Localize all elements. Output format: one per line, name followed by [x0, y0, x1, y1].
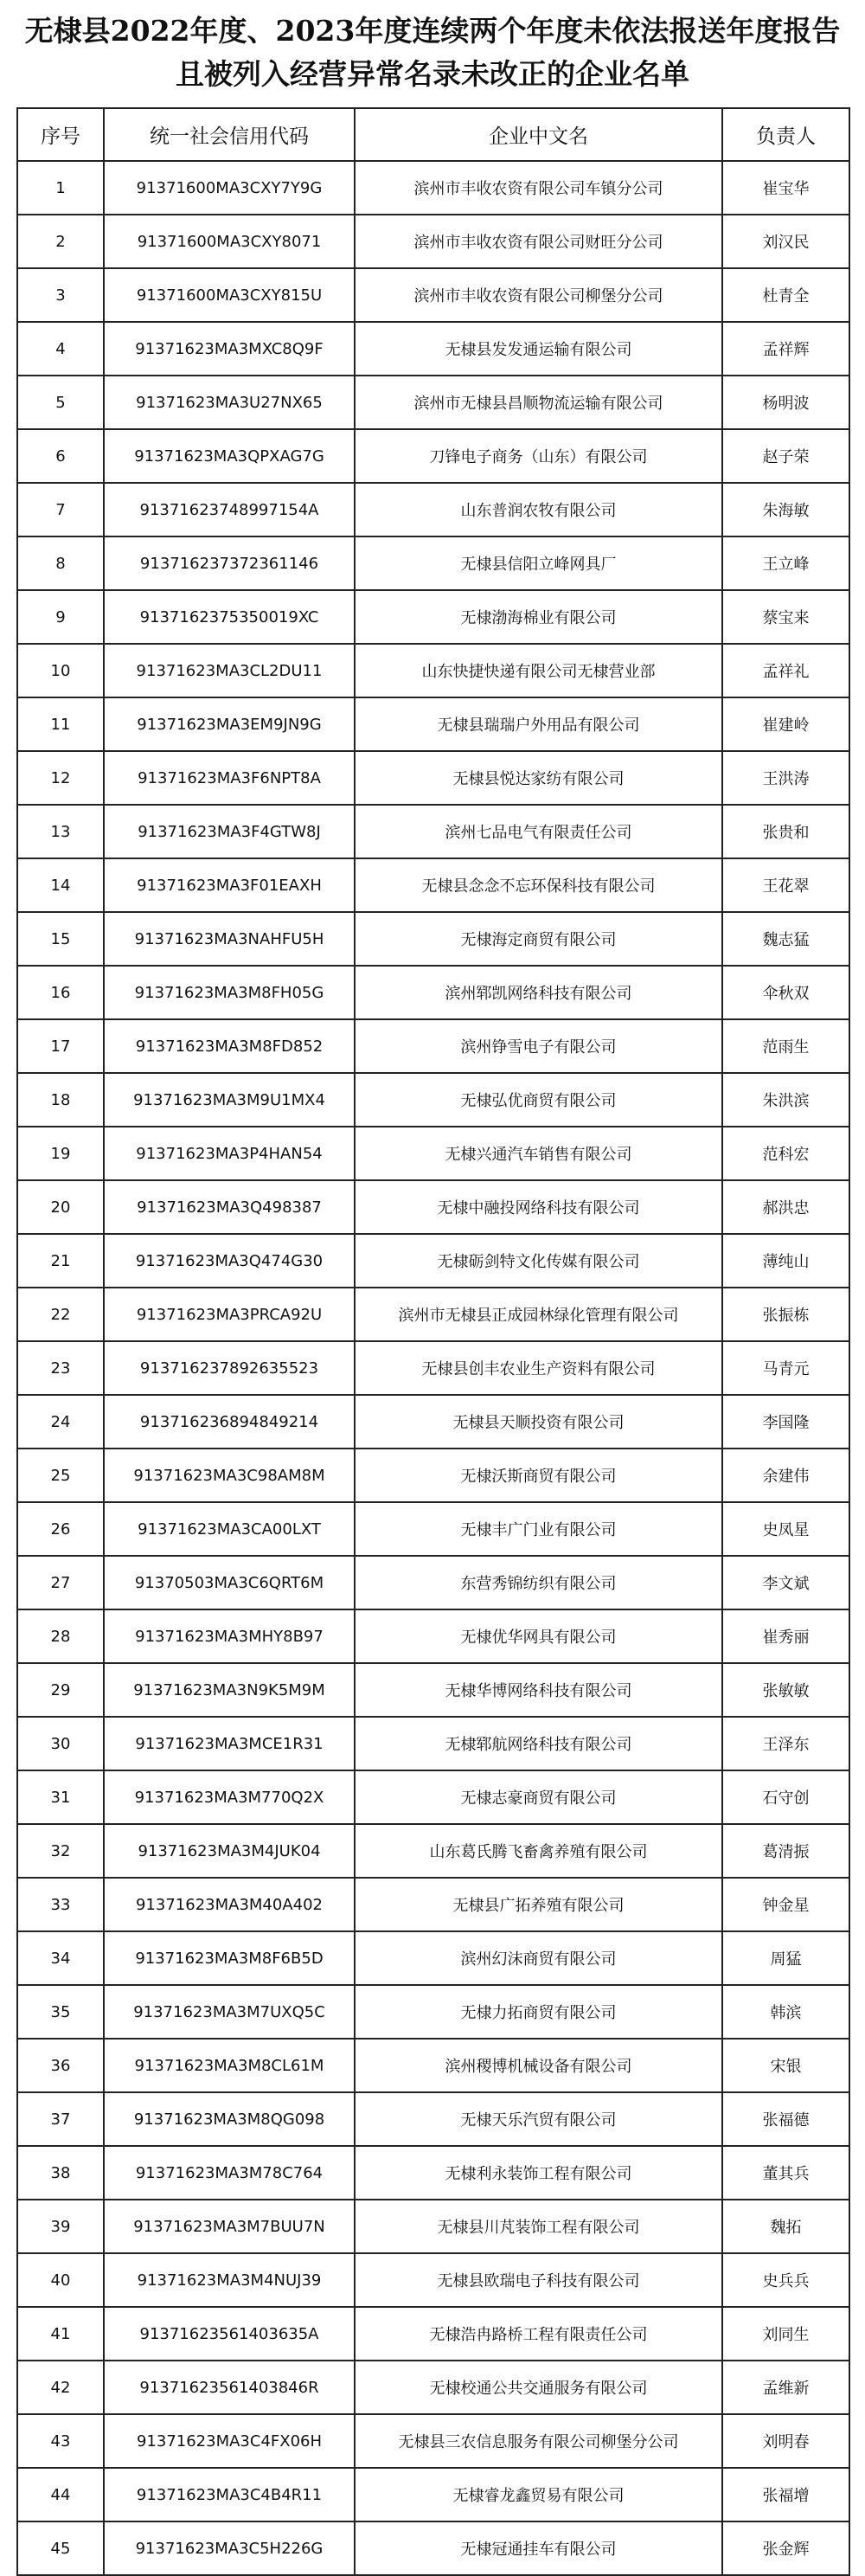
- table-row: [17, 376, 849, 429]
- serial-number-cell: 1: [17, 161, 104, 215]
- credit-code-cell: 91371623MA3M8FD852: [104, 1019, 355, 1073]
- person-in-charge-cell: 葛清振: [722, 1824, 849, 1878]
- credit-code-cell: 91371623MA3M8CL61M: [104, 2039, 355, 2092]
- serial-number-cell: 42: [17, 2361, 104, 2414]
- serial-number-cell: 16: [17, 966, 104, 1019]
- serial-number-cell: 6: [17, 429, 104, 483]
- credit-code-cell: 91371623MA3P4HAN54: [104, 1127, 355, 1180]
- company-name-cell: 滨州市无棣县昌顺物流运输有限公司: [355, 376, 722, 429]
- serial-number-cell: 41: [17, 2307, 104, 2361]
- serial-number-cell: 19: [17, 1127, 104, 1180]
- credit-code-cell: 91371623MA3M8QG098: [104, 2092, 355, 2146]
- table-header: [17, 108, 849, 161]
- company-name-cell: 无棣县三农信息服务有限公司柳堡分公司: [355, 2414, 722, 2468]
- table-row: [17, 2253, 849, 2307]
- serial-number-cell: 18: [17, 1073, 104, 1127]
- credit-code-cell: 913716237372361146: [104, 536, 355, 590]
- serial-number-cell: 36: [17, 2039, 104, 2092]
- serial-number-cell: 32: [17, 1824, 104, 1878]
- header-credit-code: 统一社会信用代码: [104, 108, 355, 161]
- credit-code-cell: 91371623MA3C5H226G: [104, 2521, 355, 2575]
- credit-code-cell: 91371623MA3M7BUU7N: [104, 2200, 355, 2253]
- company-name-cell: 无棣郓航网络科技有限公司: [355, 1717, 722, 1770]
- person-in-charge-cell: 余建伟: [722, 1449, 849, 1502]
- table-row: [17, 215, 849, 268]
- table-row: [17, 2468, 849, 2521]
- company-name-cell: 无棣校通公共交通服务有限公司: [355, 2361, 722, 2414]
- credit-code-cell: 91371623MA3C4FX06H: [104, 2414, 355, 2468]
- serial-number-cell: 7: [17, 483, 104, 536]
- company-name-cell: 无棣砺剑特文化传媒有限公司: [355, 1234, 722, 1288]
- table-row: [17, 1663, 849, 1717]
- person-in-charge-cell: 张振栋: [722, 1288, 849, 1341]
- table-row: [17, 644, 849, 697]
- person-in-charge-cell: 石守创: [722, 1770, 849, 1824]
- table-row: [17, 1449, 849, 1502]
- serial-number-cell: 21: [17, 1234, 104, 1288]
- table-row: [17, 1341, 849, 1395]
- company-name-cell: 山东快捷快递有限公司无棣营业部: [355, 644, 722, 697]
- person-in-charge-cell: 朱海敏: [722, 483, 849, 536]
- company-name-cell: 无棣县天顺投资有限公司: [355, 1395, 722, 1449]
- credit-code-cell: 91371623MA3CA00LXT: [104, 1502, 355, 1556]
- person-in-charge-cell: 钟金星: [722, 1878, 849, 1931]
- person-in-charge-cell: 周猛: [722, 1931, 849, 1985]
- table-row: [17, 1073, 849, 1127]
- credit-code-cell: 91371623561403846R: [104, 2361, 355, 2414]
- credit-code-cell: 91371623MA3N9K5M9M: [104, 1663, 355, 1717]
- table-row: [17, 161, 849, 215]
- person-in-charge-cell: 王泽东: [722, 1717, 849, 1770]
- company-name-cell: 无棣华博网络科技有限公司: [355, 1663, 722, 1717]
- credit-code-cell: 9137162375350019XC: [104, 590, 355, 644]
- person-in-charge-cell: 魏志猛: [722, 912, 849, 966]
- person-in-charge-cell: 张敏敏: [722, 1663, 849, 1717]
- table-row: [17, 1127, 849, 1180]
- table-row: [17, 322, 849, 376]
- serial-number-cell: 37: [17, 2092, 104, 2146]
- credit-code-cell: 91371623MA3C98AM8M: [104, 1449, 355, 1502]
- table-row: [17, 483, 849, 536]
- serial-number-cell: 23: [17, 1341, 104, 1395]
- serial-number-cell: 2: [17, 215, 104, 268]
- credit-code-cell: 91371623MA3CL2DU11: [104, 644, 355, 697]
- person-in-charge-cell: 韩滨: [722, 1985, 849, 2039]
- table-row: [17, 858, 849, 912]
- credit-code-cell: 91371623MA3NAHFU5H: [104, 912, 355, 966]
- credit-code-cell: 91371623MA3M4JUK04: [104, 1824, 355, 1878]
- company-name-cell: 滨州市无棣县正成园林绿化管理有限公司: [355, 1288, 722, 1341]
- credit-code-cell: 91371623MA3MCE1R31: [104, 1717, 355, 1770]
- company-name-cell: 无棣沃斯商贸有限公司: [355, 1449, 722, 1502]
- serial-number-cell: 8: [17, 536, 104, 590]
- company-name-cell: 滨州铮雪电子有限公司: [355, 1019, 722, 1073]
- person-in-charge-cell: 刘明春: [722, 2414, 849, 2468]
- table-row: [17, 2361, 849, 2414]
- serial-number-cell: 34: [17, 1931, 104, 1985]
- serial-number-cell: 35: [17, 1985, 104, 2039]
- company-name-cell: 无棣丰广门业有限公司: [355, 1502, 722, 1556]
- company-name-cell: 滨州幻沫商贸有限公司: [355, 1931, 722, 1985]
- document-title-text: 无棣县2022年度、2023年度连续两个年度未依法报送年度报告且被列入经营异常名录未改正的企业名单: [24, 14, 841, 91]
- company-name-cell: 无棣县创丰农业生产资料有限公司: [355, 1341, 722, 1395]
- person-in-charge-cell: 李国隆: [722, 1395, 849, 1449]
- person-in-charge-cell: 张福德: [722, 2092, 849, 2146]
- person-in-charge-cell: 魏拓: [722, 2200, 849, 2253]
- credit-code-cell: 91371623MA3U27NX65: [104, 376, 355, 429]
- credit-code-cell: 913716236894849214: [104, 1395, 355, 1449]
- table-row: [17, 1878, 849, 1931]
- company-name-cell: 刀锋电子商务（山东）有限公司: [355, 429, 722, 483]
- table-row: [17, 1502, 849, 1556]
- person-in-charge-cell: 王立峰: [722, 536, 849, 590]
- company-name-cell: 无棣县川芃装饰工程有限公司: [355, 2200, 722, 2253]
- company-name-cell: 无棣县悦达家纺有限公司: [355, 751, 722, 805]
- serial-number-cell: 28: [17, 1609, 104, 1663]
- person-in-charge-cell: 范科宏: [722, 1127, 849, 1180]
- company-name-cell: 滨州市丰收农资有限公司财旺分公司: [355, 215, 722, 268]
- person-in-charge-cell: 张贵和: [722, 805, 849, 858]
- company-name-cell: 无棣兴通汽车销售有限公司: [355, 1127, 722, 1180]
- company-name-cell: 滨州市丰收农资有限公司车镇分公司: [355, 161, 722, 215]
- serial-number-cell: 27: [17, 1556, 104, 1609]
- person-in-charge-cell: 赵子荣: [722, 429, 849, 483]
- company-name-cell: 无棣优华网具有限公司: [355, 1609, 722, 1663]
- serial-number-cell: 26: [17, 1502, 104, 1556]
- company-name-cell: 滨州七品电气有限责任公司: [355, 805, 722, 858]
- credit-code-cell: 91371623MA3M40A402: [104, 1878, 355, 1931]
- credit-code-cell: 91371623561403635A: [104, 2307, 355, 2361]
- serial-number-cell: 22: [17, 1288, 104, 1341]
- company-name-cell: 无棣力拓商贸有限公司: [355, 1985, 722, 2039]
- company-name-cell: 无棣睿龙鑫贸易有限公司: [355, 2468, 722, 2521]
- credit-code-cell: 91371623MA3M9U1MX4: [104, 1073, 355, 1127]
- company-name-cell: 无棣县发发通运输有限公司: [355, 322, 722, 376]
- serial-number-cell: 24: [17, 1395, 104, 1449]
- document-title: [0, 0, 865, 106]
- credit-code-cell: 91371623MA3F4GTW8J: [104, 805, 355, 858]
- company-name-cell: 滨州市丰收农资有限公司柳堡分公司: [355, 268, 722, 322]
- table-row: [17, 805, 849, 858]
- credit-code-cell: 91371623MA3M8F6B5D: [104, 1931, 355, 1985]
- person-in-charge-cell: 范雨生: [722, 1019, 849, 1073]
- serial-number-cell: 38: [17, 2146, 104, 2200]
- company-name-cell: 滨州郓凯网络科技有限公司: [355, 966, 722, 1019]
- credit-code-cell: 91371623MA3M8FH05G: [104, 966, 355, 1019]
- person-in-charge-cell: 李文斌: [722, 1556, 849, 1609]
- person-in-charge-cell: 薄纯山: [722, 1234, 849, 1288]
- table-row: [17, 751, 849, 805]
- credit-code-cell: 91371623MA3M770Q2X: [104, 1770, 355, 1824]
- company-name-cell: 无棣利永装饰工程有限公司: [355, 2146, 722, 2200]
- person-in-charge-cell: 蔡宝来: [722, 590, 849, 644]
- credit-code-cell: 913716237892635523: [104, 1341, 355, 1395]
- table-row: [17, 268, 849, 322]
- serial-number-cell: 3: [17, 268, 104, 322]
- company-name-cell: 山东葛氏腾飞畜禽养殖有限公司: [355, 1824, 722, 1878]
- serial-number-cell: 39: [17, 2200, 104, 2253]
- credit-code-cell: 91371623748997154A: [104, 483, 355, 536]
- table-row: [17, 2307, 849, 2361]
- serial-number-cell: 29: [17, 1663, 104, 1717]
- person-in-charge-cell: 崔秀丽: [722, 1609, 849, 1663]
- table-body: [17, 161, 849, 2575]
- credit-code-cell: 91371623MA3Q474G30: [104, 1234, 355, 1288]
- credit-code-cell: 91370503MA3C6QRT6M: [104, 1556, 355, 1609]
- serial-number-cell: 5: [17, 376, 104, 429]
- person-in-charge-cell: 刘同生: [722, 2307, 849, 2361]
- serial-number-cell: 13: [17, 805, 104, 858]
- company-name-cell: 东营秀锦纺织有限公司: [355, 1556, 722, 1609]
- table-row: [17, 1770, 849, 1824]
- person-in-charge-cell: 杨明波: [722, 376, 849, 429]
- credit-code-cell: 91371623MA3M4NUJ39: [104, 2253, 355, 2307]
- table-row: [17, 536, 849, 590]
- credit-code-cell: 91371623MA3EM9JN9G: [104, 697, 355, 751]
- person-in-charge-cell: 宋银: [722, 2039, 849, 2092]
- table-row: [17, 1717, 849, 1770]
- enterprise-table: [16, 107, 850, 2576]
- table-row: [17, 1234, 849, 1288]
- table-row: [17, 1609, 849, 1663]
- company-name-cell: 滨州稷博机械设备有限公司: [355, 2039, 722, 2092]
- table-row: [17, 2146, 849, 2200]
- credit-code-cell: 91371623MA3QPXAG7G: [104, 429, 355, 483]
- table-row: [17, 590, 849, 644]
- serial-number-cell: 10: [17, 644, 104, 697]
- table-header-row: [17, 108, 849, 161]
- table-row: [17, 912, 849, 966]
- person-in-charge-cell: 董其兵: [722, 2146, 849, 2200]
- person-in-charge-cell: 郝洪忠: [722, 1180, 849, 1234]
- serial-number-cell: 11: [17, 697, 104, 751]
- header-company-name: 企业中文名: [355, 108, 722, 161]
- serial-number-cell: 4: [17, 322, 104, 376]
- serial-number-cell: 31: [17, 1770, 104, 1824]
- table-row: [17, 1931, 849, 1985]
- serial-number-cell: 12: [17, 751, 104, 805]
- person-in-charge-cell: 张福增: [722, 2468, 849, 2521]
- company-name-cell: 无棣渤海棉业有限公司: [355, 590, 722, 644]
- credit-code-cell: 91371623MA3F01EAXH: [104, 858, 355, 912]
- table-row: [17, 429, 849, 483]
- serial-number-cell: 15: [17, 912, 104, 966]
- company-name-cell: 无棣县欧瑞电子科技有限公司: [355, 2253, 722, 2307]
- company-name-cell: 无棣弘优商贸有限公司: [355, 1073, 722, 1127]
- credit-code-cell: 91371623MA3PRCA92U: [104, 1288, 355, 1341]
- table-row: [17, 2039, 849, 2092]
- person-in-charge-cell: 史兵兵: [722, 2253, 849, 2307]
- serial-number-cell: 25: [17, 1449, 104, 1502]
- person-in-charge-cell: 孟维新: [722, 2361, 849, 2414]
- person-in-charge-cell: 崔宝华: [722, 161, 849, 215]
- credit-code-cell: 91371623MA3M78C764: [104, 2146, 355, 2200]
- serial-number-cell: 17: [17, 1019, 104, 1073]
- credit-code-cell: 91371600MA3CXY815U: [104, 268, 355, 322]
- serial-number-cell: 20: [17, 1180, 104, 1234]
- person-in-charge-cell: 孟祥礼: [722, 644, 849, 697]
- credit-code-cell: 91371623MA3MXC8Q9F: [104, 322, 355, 376]
- table-row: [17, 966, 849, 1019]
- person-in-charge-cell: 张金辉: [722, 2521, 849, 2575]
- table-row: [17, 1019, 849, 1073]
- company-name-cell: 无棣县瑞瑞户外用品有限公司: [355, 697, 722, 751]
- person-in-charge-cell: 伞秋双: [722, 966, 849, 1019]
- serial-number-cell: 30: [17, 1717, 104, 1770]
- company-name-cell: 无棣冠通挂车有限公司: [355, 2521, 722, 2575]
- credit-code-cell: 91371600MA3CXY8071: [104, 215, 355, 268]
- table-row: [17, 2414, 849, 2468]
- person-in-charge-cell: 刘汉民: [722, 215, 849, 268]
- serial-number-cell: 44: [17, 2468, 104, 2521]
- table-row: [17, 697, 849, 751]
- credit-code-cell: 91371623MA3C4B4R11: [104, 2468, 355, 2521]
- credit-code-cell: 91371623MA3M7UXQ5C: [104, 1985, 355, 2039]
- person-in-charge-cell: 王花翠: [722, 858, 849, 912]
- credit-code-cell: 91371623MA3F6NPT8A: [104, 751, 355, 805]
- person-in-charge-cell: 史凤星: [722, 1502, 849, 1556]
- serial-number-cell: 43: [17, 2414, 104, 2468]
- serial-number-cell: 9: [17, 590, 104, 644]
- table-row: [17, 2200, 849, 2253]
- person-in-charge-cell: 崔建岭: [722, 697, 849, 751]
- person-in-charge-cell: 朱洪滨: [722, 1073, 849, 1127]
- company-name-cell: 山东普润农牧有限公司: [355, 483, 722, 536]
- serial-number-cell: 45: [17, 2521, 104, 2575]
- header-serial-number: 序号: [17, 108, 104, 161]
- person-in-charge-cell: 杜青全: [722, 268, 849, 322]
- company-name-cell: 无棣浩冉路桥工程有限责任公司: [355, 2307, 722, 2361]
- credit-code-cell: 91371623MA3MHY8B97: [104, 1609, 355, 1663]
- company-name-cell: 无棣志豪商贸有限公司: [355, 1770, 722, 1824]
- table-row: [17, 1556, 849, 1609]
- company-name-cell: 无棣中融投网络科技有限公司: [355, 1180, 722, 1234]
- company-name-cell: 无棣县广拓养殖有限公司: [355, 1878, 722, 1931]
- person-in-charge-cell: 孟祥辉: [722, 322, 849, 376]
- table-row: [17, 2521, 849, 2575]
- serial-number-cell: 40: [17, 2253, 104, 2307]
- credit-code-cell: 91371600MA3CXY7Y9G: [104, 161, 355, 215]
- table-row: [17, 1180, 849, 1234]
- table-row: [17, 1288, 849, 1341]
- header-person-in-charge: 负责人: [722, 108, 849, 161]
- person-in-charge-cell: 马青元: [722, 1341, 849, 1395]
- table-row: [17, 1985, 849, 2039]
- table-row: [17, 1824, 849, 1878]
- company-name-cell: 无棣县信阳立峰网具厂: [355, 536, 722, 590]
- table-row: [17, 2092, 849, 2146]
- serial-number-cell: 33: [17, 1878, 104, 1931]
- credit-code-cell: 91371623MA3Q498387: [104, 1180, 355, 1234]
- company-name-cell: 无棣县念念不忘环保科技有限公司: [355, 858, 722, 912]
- company-name-cell: 无棣海定商贸有限公司: [355, 912, 722, 966]
- company-name-cell: 无棣天乐汽贸有限公司: [355, 2092, 722, 2146]
- serial-number-cell: 14: [17, 858, 104, 912]
- table-row: [17, 1395, 849, 1449]
- person-in-charge-cell: 王洪涛: [722, 751, 849, 805]
